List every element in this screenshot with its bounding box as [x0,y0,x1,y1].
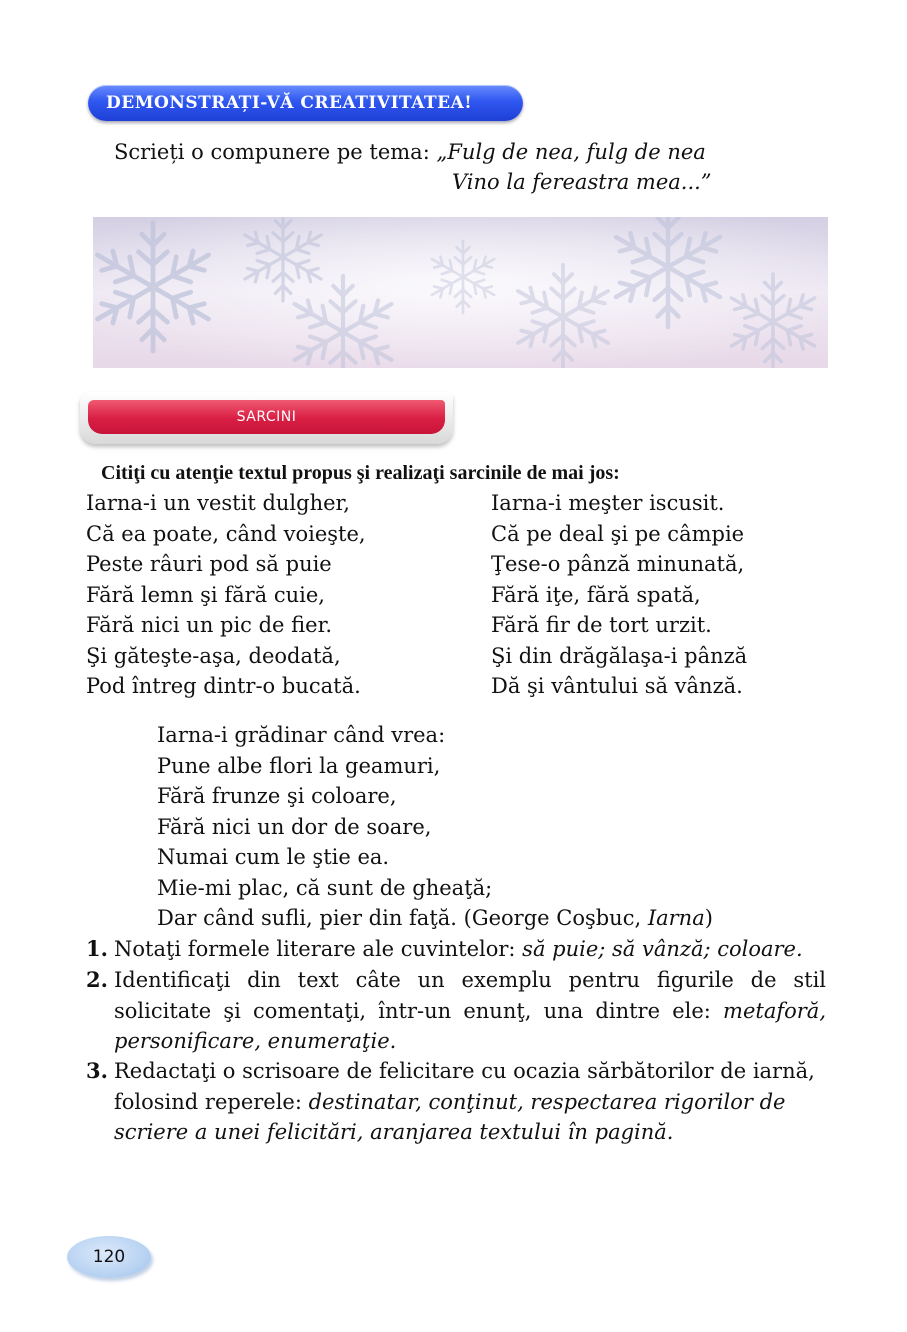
intro-prompt [114,137,814,167]
poem-line: Fără nici un pic de fier. [86,613,333,637]
section-title: DEMONSTRAȚI-VĂ CREATIVITATEA! [106,93,473,113]
poem-line: Dă şi vântului să vânză. [491,674,743,698]
poem-line: Şi găteşte-aşa, deodată, [86,643,341,668]
poem-line: Fără frunze şi coloare, [157,784,397,808]
question-number: 2. [86,967,108,992]
question-text: Notaţi formele literare ale cuvintelor: [114,937,523,961]
poem-bottom-stanza [157,720,713,934]
section-title-pill [88,85,523,121]
question-number: 3. [86,1058,108,1083]
question-italic: să puie; să vânză; coloare. [522,937,803,961]
poem-line: Numai cum le ştie ea. [157,845,390,869]
poem-line: Fără lemn şi fără cuie, [86,582,325,607]
poem-line: Şi din drăgălaşa-i pânză [491,643,748,668]
tasks-tab-label: SARCINI [236,409,297,425]
poem-line: Fără nici un dor de soare, [157,814,432,839]
poem-line: Iarna-i un vestit dulgher, [86,491,350,515]
question-2 [86,965,826,1057]
instruction: Citiţi cu atenţie textul propus şi realizaţi sarcinile de mai jos: [101,462,620,484]
poem-line: Iarna-i grădinar când vrea: [157,723,446,747]
intro-prefix: Scrieți o compunere pe tema: [114,140,437,164]
poem-line: Ţese-o pânză minunată, [491,552,745,576]
intro-quote-line2-wrap [452,167,712,197]
poem-line: Pod întreg dintr-o bucată. [86,674,361,698]
snowflake-banner [93,217,828,368]
question-text: Identificaţi din text câte un exemplu pentru figurile de stil solicitate şi comentaţi, într-un enunţ, una dintre ele: [114,968,826,1023]
question-italic: metaforă, personificare, enumeraţie. [114,998,826,1053]
poem-line: Fără fir de tort urzit. [491,613,712,637]
poem-line: Fără iţe, fără spată, [491,582,701,607]
poem-last-text: Dar când sufli, pier din faţă. (George Coşbuc, [157,906,648,930]
poem-last-close: ) [704,906,713,930]
poem-line: Că pe deal şi pe câmpie [491,521,745,546]
tasks-tab [80,392,453,444]
intro-quote-line2: Vino la fereastra mea...” [452,170,712,194]
page-number: 120 [92,1247,126,1267]
intro-quote-line1: „Fulg de nea, fulg de nea [436,140,706,164]
question-italic: destinatar, conţinut, respectarea rigorilor de scriere a unei felicitări, aranjarea textului în pagină. [114,1089,786,1144]
question-number: 1. [86,936,108,961]
poem-left-column [86,488,366,702]
question-text: Redactaţi o scrisoare de felicitare cu ocazia sărbătorilor de iarnă, folosind reperele: [114,1059,815,1114]
poem-right-column [491,488,747,702]
poem-title: Iarna [647,906,705,930]
poem-line: Că ea poate, când voieşte, [86,521,366,546]
question-3 [86,1056,826,1148]
poem-line: Pune albe flori la geamuri, [157,753,441,778]
poem-line: Iarna-i meşter iscusit. [491,491,725,515]
poem-line: Peste râuri pod să puie [86,552,332,576]
question-1 [86,934,826,965]
poem-line: Mie-mi plac, că sunt de gheaţă; [157,875,493,900]
poem-last-line [157,903,713,934]
